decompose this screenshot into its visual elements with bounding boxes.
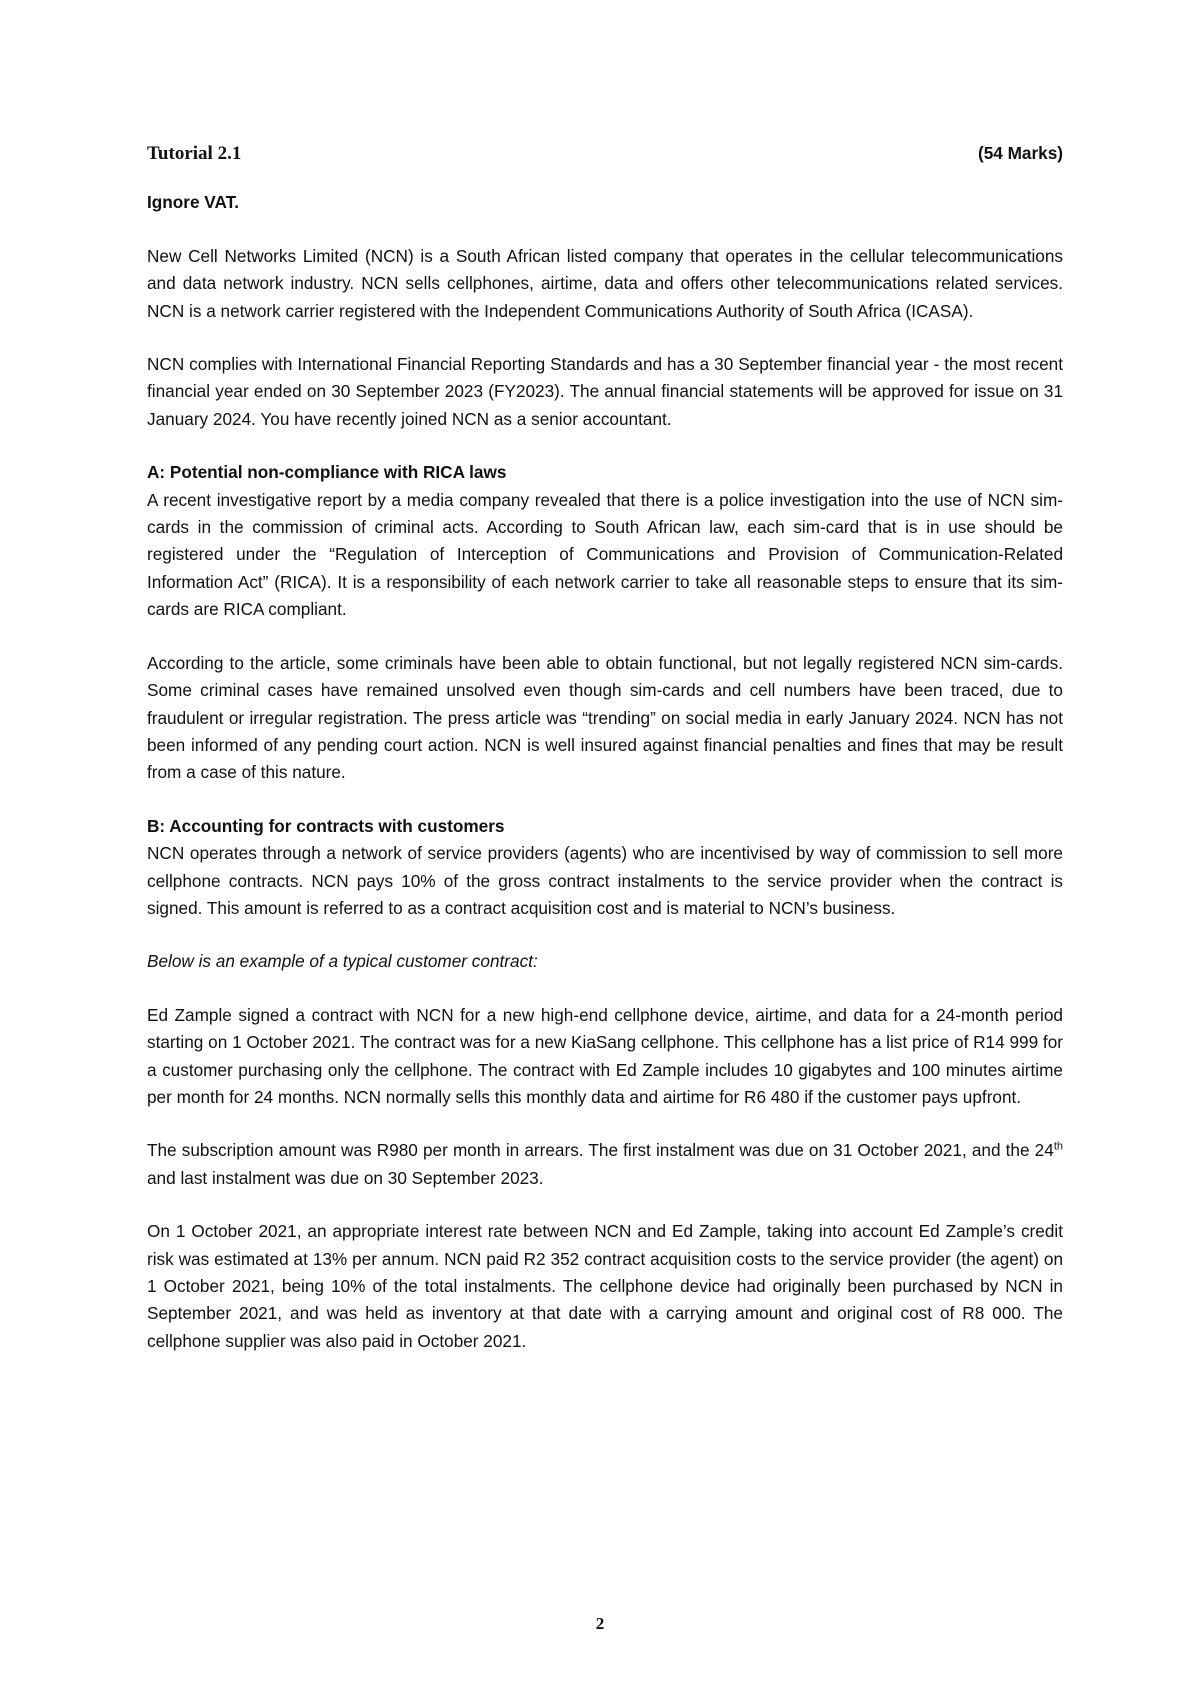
page-number: 2 bbox=[595, 1614, 605, 1633]
section-a bbox=[147, 459, 1063, 623]
intro-paragraph-2: NCN complies with International Financial Reporting Standards and has a 30 September financial year - the most recent financial year ended on 30 September 2023 (FY2023). The annual financial statements will be approved for issue on 31 January 2024. You have recently joined NCN as a senior accountant. bbox=[147, 354, 1063, 429]
ordinal-superscript: th bbox=[1053, 1140, 1063, 1153]
section-b-heading: B: Accounting for contracts with customers bbox=[147, 815, 505, 836]
total-marks: (54 Marks) bbox=[977, 143, 1063, 163]
section-a-paragraph-2: According to the article, some criminals have been able to obtain functional, but not legally registered NCN sim-cards. Some criminal cases have remained unsolved even though sim-cards and cell numbers have been traced, due to fraudulent or irregular registration. The press article was “trending” on social media in early January 2024. NCN has not been informed of any pending court action. NCN is well insured against financial penalties and fines that may be result from a case of this nature. bbox=[147, 652, 1063, 783]
section-b bbox=[147, 813, 1063, 923]
section-a-heading: A: Potential non-compliance with RICA laws bbox=[147, 462, 507, 483]
tutorial-title: Tutorial 2.1 bbox=[147, 143, 242, 164]
ignore-vat-note: Ignore VAT. bbox=[147, 192, 239, 213]
subscription-text-end: and last instalment was due on 30 September 2023. bbox=[147, 1167, 544, 1188]
document-page bbox=[147, 140, 1063, 1381]
section-b-paragraph-1: NCN operates through a network of service providers (agents) who are incentivised by way of commission to sell more cellphone contracts. NCN pays 10% of the gross contract instalments to the service provider when the contract is signed. This amount is referred to as a contract acquisition cost and is material to NCN’s business. bbox=[147, 843, 1063, 918]
section-a-paragraph-1: A recent investigative report by a media company revealed that there is a police investigation into the use of NCN sim-cards in the commission of criminal acts. According to South African law, each sim-card that is in use should be registered under the “Regulation of Interception of Communications and Provision of Communication-Related Information Act” (RICA). It is a responsibility of each network carrier to take all reasonable steps to ensure that its sim-cards are RICA compliant. bbox=[147, 489, 1063, 620]
example-intro: Below is an example of a typical customer contract: bbox=[147, 951, 538, 972]
title-row bbox=[147, 140, 1063, 167]
intro-paragraph-1: New Cell Networks Limited (NCN) is a South African listed company that operates in the cellular telecommunications and data network industry. NCN sells cellphones, airtime, data and offers other telecommunications related services. NCN is a network carrier registered with the Independent Communications Authority of South Africa (ICASA). bbox=[147, 245, 1063, 321]
section-b-paragraph-4: On 1 October 2021, an appropriate interest rate between NCN and Ed Zample, taking into account Ed Zample’s credit risk was estimated at 13% per annum. NCN paid R2 352 contract acquisition costs to the service provider (the agent) on 1 October 2021, being 10% of the total instalments. The cellphone device had originally been purchased by NCN in September 2021, and was held as inventory at that date with a carrying amount and original cost of R8 000. The cellphone supplier was also paid in October 2021. bbox=[147, 1221, 1063, 1351]
subscription-text-start: The subscription amount was R980 per month in arrears. The first instalment was due on 31 October 2021, and the 24 bbox=[147, 1140, 1054, 1161]
section-b-paragraph-2: Ed Zample signed a contract with NCN for a new high-end cellphone device, airtime, and data for a 24-month period starting on 1 October 2021. The contract was for a new KiaSang cellphone. This cellphone has a list price of R14 999 for a customer purchasing only the cellphone. The contract with Ed Zample includes 10 gigabytes and 100 minutes airtime per month for 24 months. NCN normally sells this monthly data and airtime for R6 480 if the customer pays upfront. bbox=[147, 1004, 1063, 1107]
section-b-paragraph-3 bbox=[147, 1137, 1063, 1192]
